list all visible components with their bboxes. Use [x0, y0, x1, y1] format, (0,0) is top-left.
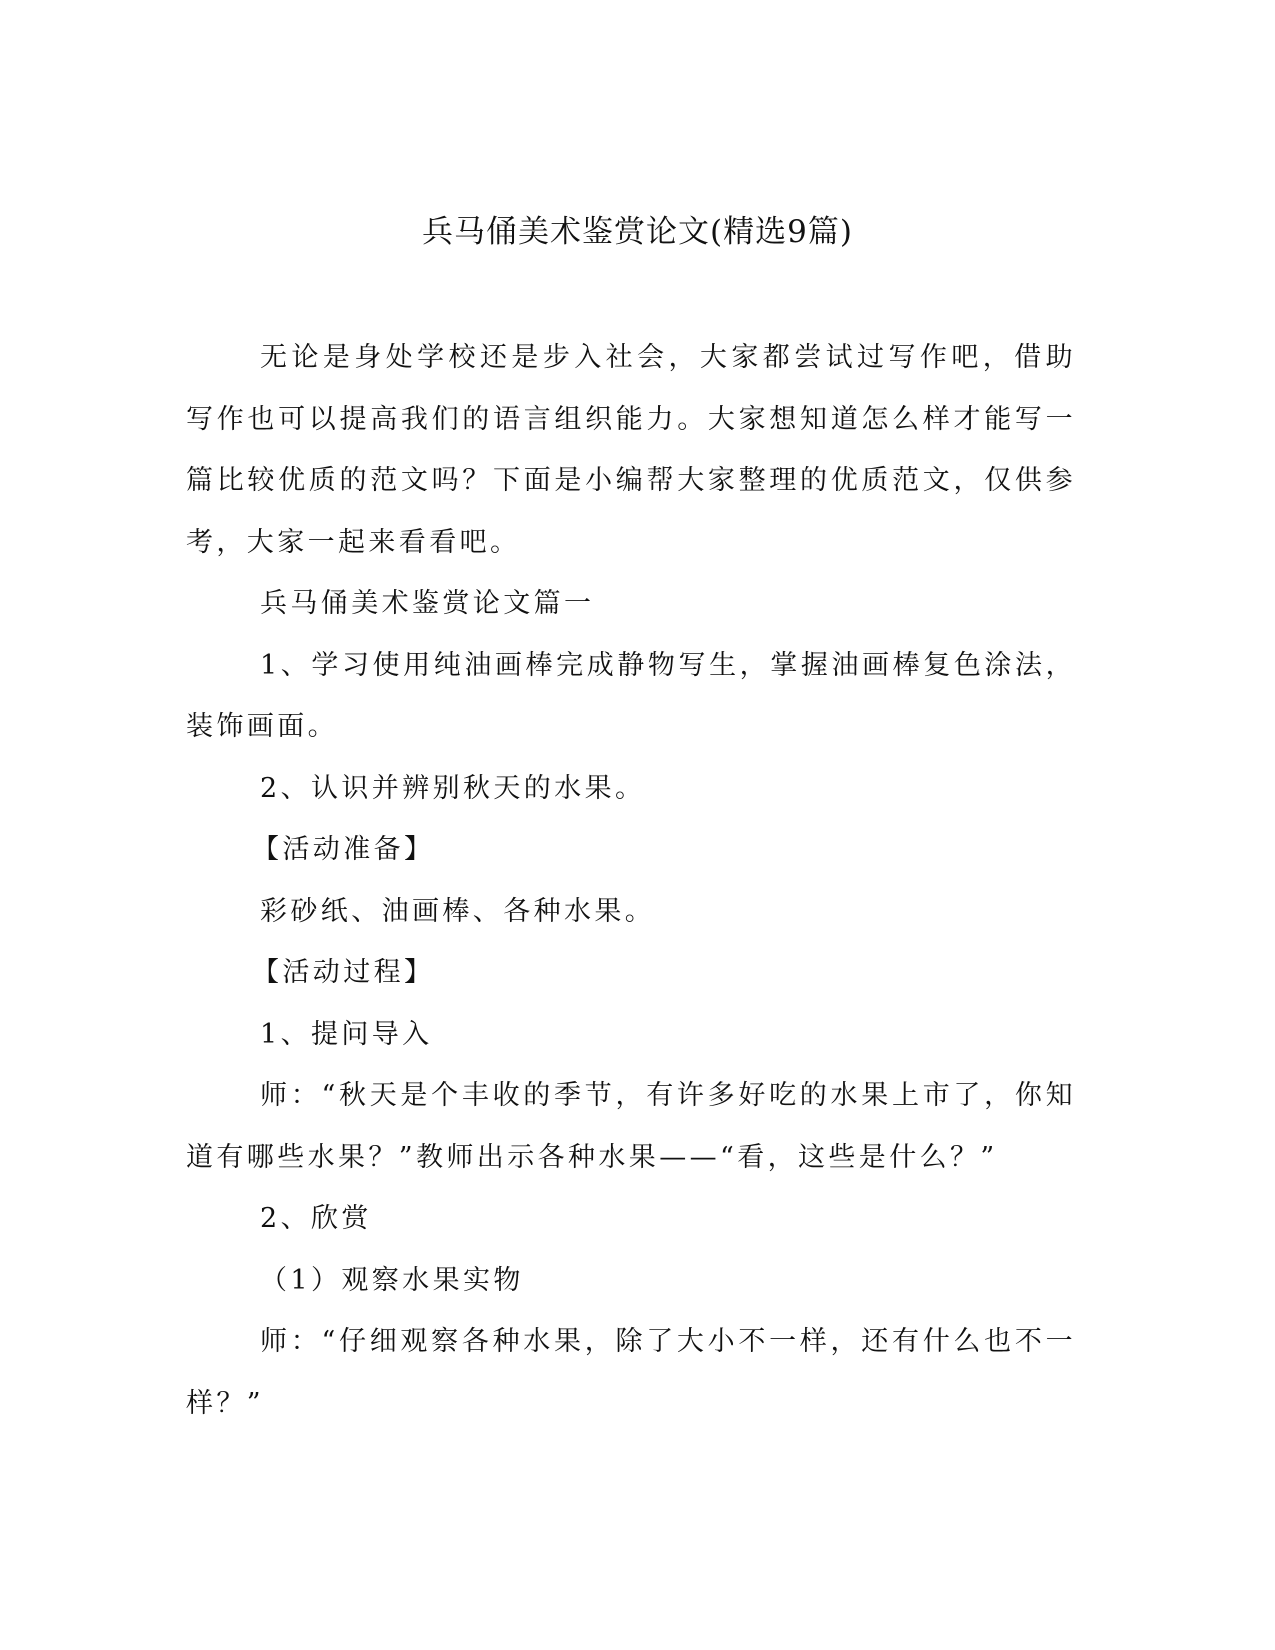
step-1-heading: 1、提问导入 — [260, 1018, 433, 1050]
intro-paragraph: 无论是身处学校还是步入社会，大家都尝试过写作吧，借助写作也可以提高我们的语言组织能力。大家想知道怎么样才能写一篇比较优质的范文吗？下面是小编帮大家整理的优质范文，仅供参考，大家一起来看看吧。 — [186, 342, 1076, 558]
sub-step-1: （1）观察水果实物 — [260, 1264, 524, 1296]
objective-1: 1、学习使用纯油画棒完成静物写生，掌握油画棒复色涂法，装饰画面。 — [186, 649, 1076, 742]
activity-preparation-text: 彩砂纸、油画棒、各种水果。 — [260, 895, 656, 927]
document-body — [186, 327, 1076, 1434]
activity-preparation-heading: 【活动准备】 — [252, 834, 435, 865]
objective-2: 2、认识并辨别秋天的水果。 — [260, 772, 646, 804]
step-2-heading: 2、欣赏 — [260, 1203, 372, 1234]
document-title: 兵马俑美术鉴赏论文(精选9篇) — [422, 214, 853, 250]
activity-process-heading: 【活动过程】 — [252, 957, 435, 988]
teacher-dialogue-1: 师：“秋天是个丰收的季节，有许多好吃的水果上市了，你知道有哪些水果？”教师出示各种水果——“看，这些是什么？” — [186, 1080, 1076, 1173]
teacher-dialogue-2: 师：“仔细观察各种水果，除了大小不一样，还有什么也不一样？” — [186, 1326, 1076, 1419]
section-heading: 兵马俑美术鉴赏论文篇一 — [260, 588, 595, 619]
